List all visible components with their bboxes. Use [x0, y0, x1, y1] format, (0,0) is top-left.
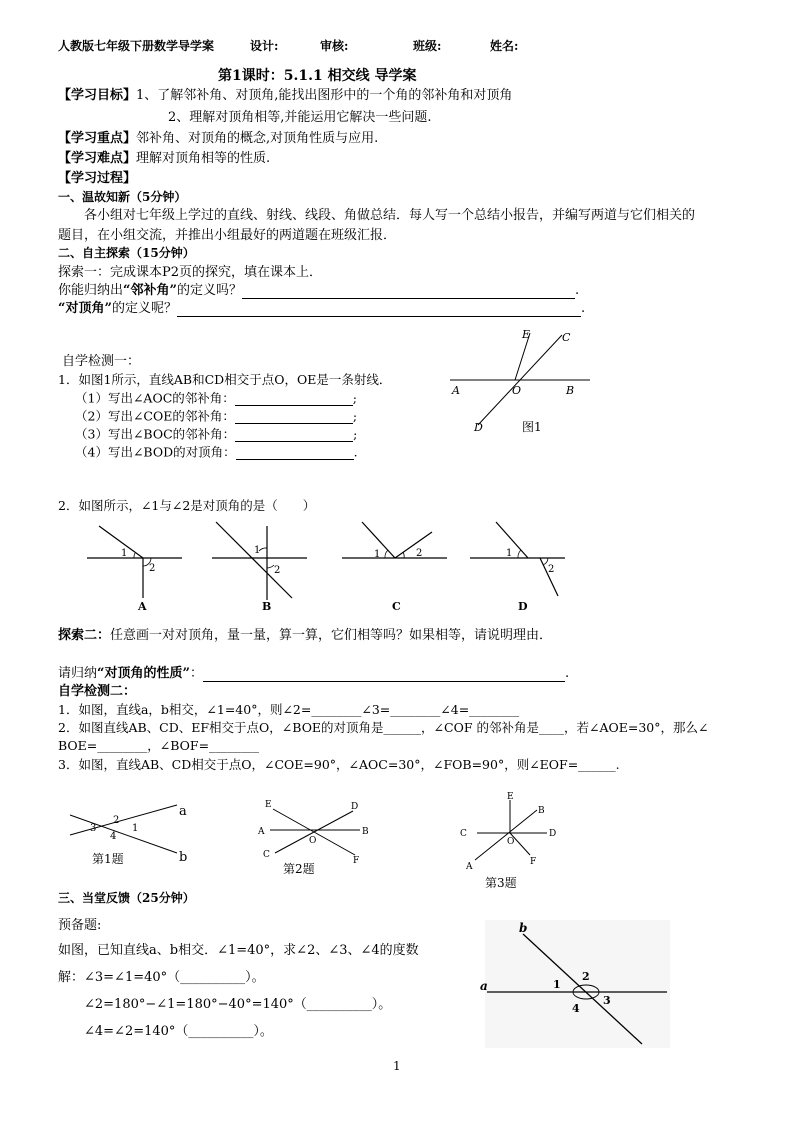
angle-1-label: 1: [553, 978, 561, 991]
angle-1-label: 1: [121, 548, 128, 559]
check2-q1: 1．如图，直线a，b相交，∠1=40°，则∠2=________∠3=________∠4=________: [58, 702, 520, 717]
objectives-line1: 1、了解邻补角、对顶角,能找出图形中的一个角的邻补角和对顶角: [136, 88, 513, 103]
angle-2-label: 2: [274, 565, 281, 576]
item-blank[interactable]: [235, 409, 353, 424]
vert-term: “对顶角”: [58, 301, 112, 317]
adj-term: “邻补角”: [123, 283, 177, 299]
induce-term: “对顶角的性质”: [97, 666, 190, 682]
angle-2-label: 2: [582, 970, 590, 983]
check1-item-1: [75, 391, 357, 406]
point-c-label: C: [263, 850, 270, 860]
angle-3-label: 3: [90, 823, 97, 834]
point-o-label: O: [507, 837, 515, 847]
section1-line1: 各小组对七年级上学过的直线、射线、线段、角做总结．每人写一个总结小报告，并编写两道与它们相关的: [84, 208, 696, 223]
page-title: 第1课时：5.1.1 相交线 导学案: [218, 68, 417, 84]
check2-q2a: 2．如图直线AB、CD、EF相交于点O，∠BOE的对顶角是______，∠COF 的邻补角是____，若∠AOE=30°，那么∠: [58, 720, 709, 735]
process-label: 【学习过程】: [58, 171, 137, 186]
vertical-definition-question: [58, 302, 585, 317]
point-c-label: C: [460, 829, 467, 839]
check1-heading: 自学检测一：: [62, 354, 141, 369]
induce-property-question: [58, 667, 569, 682]
prep-label: 预备题:: [58, 918, 102, 933]
explore2-text: 任意画一对对顶角，量一量，算一算，它们相等吗？如果相等，请说明理由．: [110, 628, 553, 643]
angle-2-label: 2: [113, 815, 120, 826]
item-blank[interactable]: [236, 445, 354, 460]
line-b-label: b: [179, 850, 188, 865]
option-d-label: D: [518, 600, 528, 613]
figure-1-caption: 图1: [522, 420, 542, 434]
point-e-label: E: [265, 800, 272, 810]
point-b-label: B: [566, 384, 575, 397]
header-design: 设计:: [250, 39, 279, 53]
point-d-label: D: [549, 829, 557, 839]
point-o-label: O: [512, 384, 522, 397]
adj-period: .: [575, 283, 580, 299]
solution-line-2: ∠2=180°−∠1=180°−40°=140°（__________）。: [84, 997, 392, 1012]
item-blank[interactable]: [235, 427, 353, 442]
angle-4-label: 4: [572, 1002, 580, 1015]
prep-problem: 如图，已知直线a、b相交．∠1=40°，求∠2、∠3、∠4的度数: [58, 943, 419, 958]
objectives: [58, 89, 512, 104]
angle-3-label: 3: [603, 994, 611, 1007]
item-end: ;: [352, 390, 357, 406]
item-end: .: [353, 444, 358, 460]
check2-figure-1-caption: 第1题: [92, 852, 124, 866]
explore1-text: 探索一：完成课本P2页的探究，填在课本上．: [58, 265, 323, 280]
explore2-label: 探索二：: [58, 628, 111, 643]
check2-figure-2-caption: 第2题: [283, 862, 315, 876]
angle-1-label: 1: [254, 545, 261, 556]
vertical-definition-blank[interactable]: [177, 302, 581, 317]
point-b-label: B: [362, 827, 369, 837]
option-c-label: C: [392, 600, 401, 613]
option-a-diagram[interactable]: [85, 520, 185, 615]
angle-1-label: 1: [374, 549, 381, 560]
key-points: [58, 132, 378, 147]
section3-figure: [475, 918, 675, 1053]
page-number: 1: [393, 1059, 401, 1073]
vert-period: .: [580, 301, 586, 317]
item-label: （1）写出∠AOC的邻补角：: [75, 390, 235, 406]
check1-item-2: [75, 409, 357, 424]
check2-figure-2: [255, 795, 375, 880]
adj-post: 的定义吗？: [176, 283, 242, 299]
check1-item-3: [75, 427, 357, 442]
section3-heading: 三、当堂反馈（25分钟）: [58, 891, 195, 905]
induce-pre: 请归纳: [58, 666, 98, 682]
difficulty: [58, 152, 270, 167]
section2-heading: 二、自主探索（15分钟）: [58, 246, 195, 260]
check1-q1: 1．如图1所示，直线AB和CD相交于点O，OE是一条射线．: [58, 372, 392, 387]
point-a-label: A: [258, 827, 265, 837]
item-label: （2）写出∠COE的邻补角：: [75, 408, 235, 424]
difficulty-label: 【学习难点】: [58, 151, 137, 166]
point-c-label: C: [562, 331, 571, 344]
point-e-label: E: [507, 792, 514, 802]
point-d-label: D: [474, 421, 483, 434]
option-b-diagram[interactable]: [210, 520, 310, 615]
difficulty-text: 理解对顶角相等的性质.: [136, 151, 271, 166]
property-blank[interactable]: [203, 667, 565, 682]
check2-figure-1: [62, 795, 202, 875]
check1-q2: 2．如图所示，∠1与∠2是对顶角的是（ ）: [58, 498, 316, 513]
section1-line2: 题目，在小组交流，并推出小组最好的两道题在班级汇报．: [58, 228, 397, 243]
line-a-label: a: [480, 979, 488, 993]
vert-post: 的定义呢？: [111, 301, 177, 317]
solution-line-1: 解：∠3=∠1=40°（__________）。: [58, 970, 265, 985]
header-review: 审核:: [320, 39, 349, 53]
check2-q2b: BOE=________，∠BOF=________: [58, 738, 260, 753]
point-o-label: O: [309, 836, 317, 846]
header-name: 姓名:: [490, 39, 519, 53]
option-d-diagram[interactable]: [468, 520, 568, 615]
angle-4-label: 4: [110, 831, 117, 842]
check2-figure-3-caption: 第3题: [485, 876, 517, 890]
point-f-label: F: [530, 857, 537, 867]
angle-1-label: 1: [506, 548, 513, 559]
check2-heading: 自学检测二：: [58, 684, 137, 699]
figure-1-diagram: [440, 325, 600, 445]
objectives-line2: 2、理解对顶角相等,并能运用它解决一些问题.: [168, 110, 432, 125]
point-d-label: D: [351, 802, 359, 812]
line-a-label: a: [179, 804, 187, 819]
induce-period: .: [565, 666, 570, 682]
point-f-label: F: [353, 856, 360, 866]
point-a-label: A: [466, 862, 473, 872]
item-blank[interactable]: [235, 391, 353, 406]
item-label: （3）写出∠BOC的邻补角：: [75, 426, 236, 442]
option-a-label: A: [138, 600, 147, 613]
angle-2-label: 2: [416, 548, 423, 559]
objectives-label: 【学习目标】: [58, 88, 137, 103]
induce-post: ：: [189, 666, 203, 682]
item-end: ;: [352, 408, 358, 424]
section1-heading: 一、温故知新（5分钟）: [58, 190, 187, 204]
option-c-diagram[interactable]: [340, 520, 450, 615]
point-e-label: E: [522, 328, 531, 341]
check2-q3: 3．如图，直线AB、CD相交于点O，∠COE=90°，∠AOC=30°，∠FOB=90°，则∠EOF=______.: [58, 757, 620, 772]
adjacent-definition-question: [58, 284, 579, 299]
adjacent-definition-blank[interactable]: [242, 284, 575, 299]
check1-item-4: [75, 445, 358, 460]
key-points-text: 邻补角、对顶角的概念,对顶角性质与应用.: [136, 131, 379, 146]
option-b-label: B: [262, 600, 272, 613]
key-points-label: 【学习重点】: [58, 131, 137, 146]
solution-line-3: ∠4=∠2=140°（__________）。: [84, 1024, 273, 1039]
adj-pre: 你能归纳出: [58, 283, 124, 299]
point-b-label: B: [538, 806, 545, 816]
item-label: （4）写出∠BOD的对顶角：: [75, 444, 236, 460]
line-b-label: b: [519, 921, 528, 935]
angle-1-label: 1: [132, 823, 139, 834]
check2-figure-3: [455, 790, 565, 895]
angle-2-label: 2: [149, 563, 156, 574]
header-book: 人教版七年级下册数学导学案: [58, 39, 215, 53]
item-end: ;: [353, 426, 358, 442]
point-a-label: A: [452, 384, 460, 397]
angle-2-label: 2: [548, 564, 555, 575]
header-class: 班级:: [413, 39, 442, 53]
explore2: [58, 629, 552, 644]
